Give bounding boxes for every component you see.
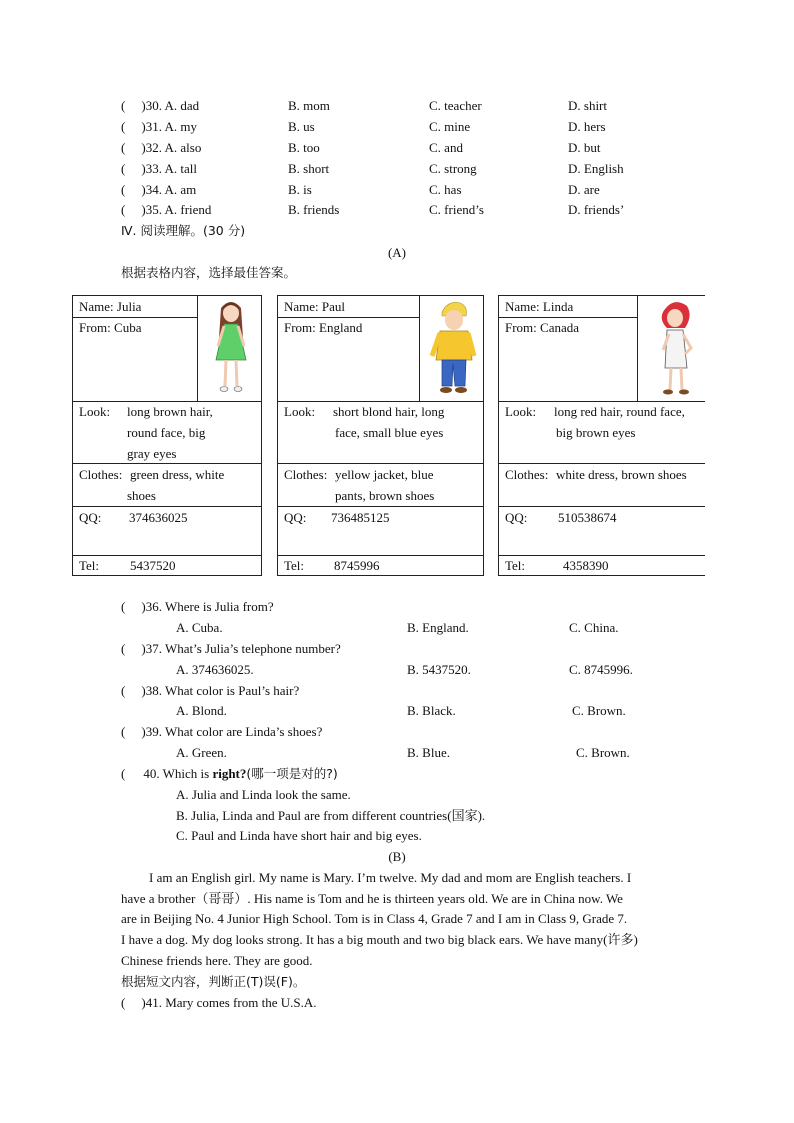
question-40: [121, 766, 338, 782]
option-a: A. am: [164, 182, 197, 197]
answer-blank-open[interactable]: (: [121, 140, 126, 155]
question-37: [121, 641, 341, 657]
profile-from: From: Cuba: [79, 320, 142, 335]
answer-blank-open[interactable]: (: [121, 161, 126, 176]
option-d: D. English: [568, 161, 624, 176]
part-a-instruction: 根据表格内容，选择最佳答案。: [121, 265, 297, 280]
answer-blank-open[interactable]: (: [121, 98, 126, 113]
look-line: long brown hair,: [127, 404, 213, 419]
girl-red-hair-illustration: [649, 298, 703, 398]
clothes-line: green dress, white: [130, 467, 225, 482]
option-a: A. Julia and Linda look the same.: [176, 787, 351, 802]
qq-number: 736485125: [331, 510, 390, 525]
option-d: D. hers: [568, 119, 606, 134]
girl-green-dress-illustration: [204, 298, 258, 398]
section-heading: Ⅳ. 阅读理解。(30 分): [121, 223, 246, 238]
tel-label: Tel:: [79, 558, 100, 573]
option-c: C. Paul and Linda have short hair and big eyes.: [176, 828, 422, 843]
answer-blank-close: ): [141, 641, 146, 656]
look-line: gray eyes: [127, 446, 177, 461]
divider: [419, 296, 420, 401]
question-number: 33.: [145, 161, 162, 176]
option-c: C. Brown.: [572, 703, 626, 718]
option-b: B. is: [288, 182, 312, 197]
look-label: Look:: [79, 404, 111, 419]
answer-blank-close: ): [141, 202, 146, 217]
cloze-row-30: [121, 98, 199, 114]
answer-blank-close: ): [141, 161, 146, 176]
answer-blank-close: ): [141, 599, 146, 614]
option-d: D. shirt: [568, 98, 607, 113]
passage-line: I am an English girl. My name is Mary. I’m twelve. My dad and mom are English teachers. I: [149, 870, 632, 885]
answer-blank-open[interactable]: (: [121, 995, 126, 1010]
question-36: [121, 599, 274, 615]
question-text: 37. What’s Julia’s telephone number?: [145, 641, 341, 656]
answer-blank-close: ): [141, 140, 146, 155]
profile-from: From: England: [284, 320, 363, 335]
option-c: C. friend’s: [429, 202, 484, 217]
question-38: [121, 683, 299, 699]
boy-yellow-jacket-illustration: [426, 298, 480, 398]
question-emphasis: right?: [212, 766, 247, 781]
question-number: 32.: [145, 140, 162, 155]
option-b: B. friends: [288, 202, 340, 217]
option-a: A. tall: [164, 161, 197, 176]
qq-label: QQ:: [505, 510, 528, 525]
question-39: [121, 724, 322, 740]
look-line: face, small blue eyes: [335, 425, 444, 440]
tel-label: Tel:: [505, 558, 526, 573]
profile-name: Name: Paul: [284, 299, 346, 314]
question-hint: (哪一项是对的?): [246, 766, 338, 781]
cloze-row-31: [121, 119, 197, 135]
option-b: B. Julia, Linda and Paul are from different countries(国家).: [176, 808, 486, 823]
option-b: B. short: [288, 161, 330, 176]
cloze-row-34: [121, 182, 196, 198]
divider: [637, 296, 638, 401]
part-a-label: (A): [387, 245, 407, 260]
question-text: 36. Where is Julia from?: [145, 599, 274, 614]
clothes-line: white dress, brown shoes: [556, 467, 687, 482]
profile-card-paul: [277, 295, 484, 576]
question-number: 31.: [145, 119, 162, 134]
passage-line: have a brother（哥哥）. His name is Tom and he is thirteen years old. We are in China now. We: [121, 891, 623, 906]
question-text: 40. Which is: [143, 766, 213, 781]
look-label: Look:: [284, 404, 316, 419]
passage-line: Chinese friends here. They are good.: [121, 953, 313, 968]
option-d: D. are: [568, 182, 600, 197]
cloze-row-32: [121, 140, 201, 156]
answer-blank-close: ): [141, 98, 146, 113]
option-b: B. 5437520.: [407, 662, 471, 677]
qq-number: 374636025: [129, 510, 188, 525]
answer-blank-open[interactable]: (: [121, 202, 126, 217]
look-line: long red hair, round face,: [554, 404, 685, 419]
option-b: B. too: [288, 140, 320, 155]
answer-blank-close: ): [141, 119, 146, 134]
answer-blank-open[interactable]: (: [121, 683, 126, 698]
answer-blank-close: ): [141, 683, 146, 698]
option-a: A. also: [164, 140, 202, 155]
option-c: C. China.: [569, 620, 619, 635]
question-number: 35.: [145, 202, 162, 217]
question-text: 39. What color are Linda’s shoes?: [145, 724, 323, 739]
option-c: C. 8745996.: [569, 662, 633, 677]
tel-label: Tel:: [284, 558, 305, 573]
option-b: B. England.: [407, 620, 469, 635]
tel-number: 5437520: [130, 558, 176, 573]
look-line: short blond hair, long: [333, 404, 445, 419]
look-line: round face, big: [127, 425, 206, 440]
option-b: B. us: [288, 119, 315, 134]
question-text: 41. Mary comes from the U.S.A.: [145, 995, 317, 1010]
option-a: A. my: [164, 119, 197, 134]
qq-label: QQ:: [284, 510, 307, 525]
answer-blank-open[interactable]: (: [121, 599, 126, 614]
answer-blank-close: ): [141, 724, 146, 739]
divider: [197, 296, 198, 401]
option-a: A. 374636025.: [176, 662, 254, 677]
answer-blank-open[interactable]: (: [121, 724, 126, 739]
question-number: 34.: [145, 182, 162, 197]
option-d: D. but: [568, 140, 601, 155]
option-a: A. friend: [164, 202, 212, 217]
answer-blank-open[interactable]: (: [121, 119, 126, 134]
profile-from: From: Canada: [505, 320, 580, 335]
part-b-instruction: 根据短文内容，判断正(T)误(F)。: [121, 974, 306, 989]
cloze-row-35: [121, 202, 211, 218]
profile-card-linda: [498, 295, 705, 576]
clothes-label: Clothes:: [505, 467, 549, 482]
option-a: A. Green.: [176, 745, 227, 760]
option-a: A. Cuba.: [176, 620, 223, 635]
look-line: big brown eyes: [556, 425, 636, 440]
passage-line: are in Beijing No. 4 Junior High School. Tom is in Class 4, Grade 7 and I am in Class 9, Grade 7.: [121, 911, 628, 926]
option-c: C. strong: [429, 161, 477, 176]
qq-label: QQ:: [79, 510, 102, 525]
clothes-line: yellow jacket, blue: [335, 467, 434, 482]
option-c: C. teacher: [429, 98, 482, 113]
part-b-label: (B): [388, 849, 406, 864]
clothes-label: Clothes:: [284, 467, 328, 482]
answer-blank-close: ): [141, 182, 146, 197]
look-label: Look:: [505, 404, 537, 419]
question-text: 38. What color is Paul’s hair?: [145, 683, 300, 698]
passage-line: I have a dog. My dog looks strong. It has a big mouth and two big black ears. We have many(许多): [121, 932, 638, 947]
option-c: C. and: [429, 140, 463, 155]
qq-number: 510538674: [558, 510, 617, 525]
divider: [278, 555, 483, 556]
tel-number: 4358390: [563, 558, 609, 573]
tel-number: 8745996: [334, 558, 380, 573]
question-41: [121, 995, 316, 1011]
option-b: B. Blue.: [407, 745, 450, 760]
profile-card-julia: [72, 295, 262, 576]
clothes-line: shoes: [127, 488, 156, 503]
answer-blank-open[interactable]: (: [121, 641, 126, 656]
option-a: A. Blond.: [176, 703, 227, 718]
option-c: C. Brown.: [576, 745, 630, 760]
option-a: A. dad: [164, 98, 200, 113]
question-number: 30.: [145, 98, 162, 113]
profile-name: Name: Linda: [505, 299, 574, 314]
answer-blank-close: ): [141, 995, 146, 1010]
option-b: B. mom: [288, 98, 330, 113]
clothes-line: pants, brown shoes: [335, 488, 435, 503]
profile-name: Name: Julia: [79, 299, 142, 314]
answer-blank-open[interactable]: (: [121, 766, 126, 781]
clothes-label: Clothes:: [79, 467, 123, 482]
option-c: C. mine: [429, 119, 471, 134]
option-d: D. friends’: [568, 202, 625, 217]
answer-blank-open[interactable]: (: [121, 182, 126, 197]
cloze-row-33: [121, 161, 197, 177]
option-b: B. Black.: [407, 703, 456, 718]
option-c: C. has: [429, 182, 462, 197]
